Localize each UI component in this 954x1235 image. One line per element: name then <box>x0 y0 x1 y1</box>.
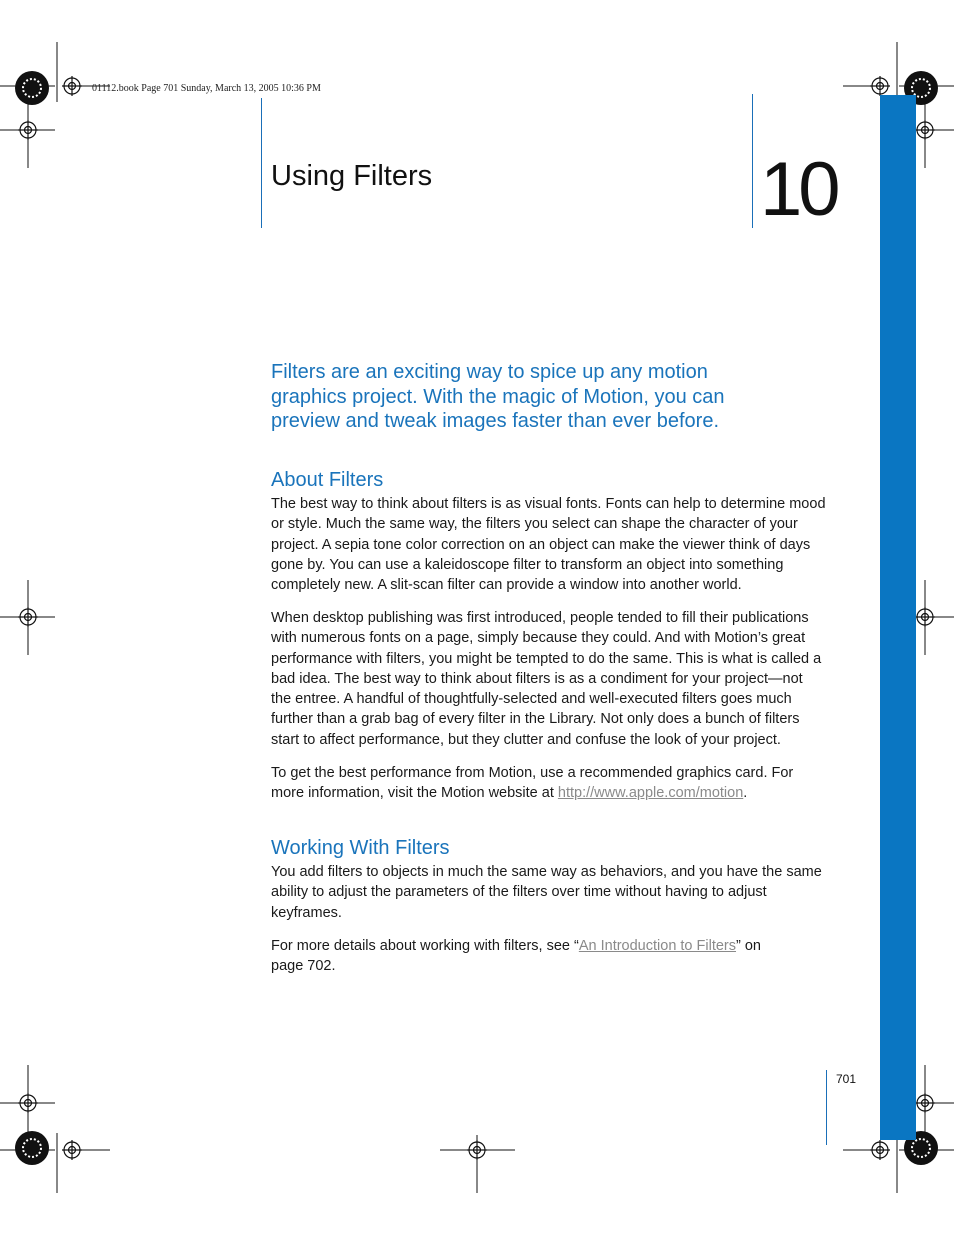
about-paragraph-1: The best way to think about filters is as visual fonts. Fonts can help to determine mood or style. Much the same way, the filters you select can shape the character of your project. A sepia tone color correction on an object can make the viewer think of days gone by. You can use a kaleidoscope filter to transform an object into something completely new. A slit-scan filter can provide a window into another world. <box>271 496 826 594</box>
chapter-number-rule <box>752 94 753 228</box>
page-number-rule <box>826 1070 827 1145</box>
about-paragraph-3-end: . <box>743 785 748 802</box>
working-paragraph-1: You add filters to objects in much the same way as behaviors, and you have the same ability to adjust the parameters of the filters over time without having to adjust keyframes. <box>271 864 822 921</box>
chapter-number: 10 <box>760 147 837 232</box>
about-paragraph-3 <box>271 763 826 804</box>
title-rule <box>261 98 262 228</box>
about-paragraph-3-text: To get the best performance from Motion, use a recommended graphics card. For more information, visit the Motion website at <box>271 765 794 802</box>
chapter-title: Using Filters <box>271 160 433 192</box>
chapter-tab <box>880 95 916 1140</box>
introduction-to-filters-link[interactable]: An Introduction to Filters <box>578 938 737 954</box>
motion-website-link[interactable]: http://www.apple.com/motion <box>557 785 744 802</box>
heading-about-filters: About Filters <box>271 469 384 491</box>
chapter-intro: Filters are an exciting way to spice up any motion graphics project. With the magic of Motion, you can preview and tweak images faster than ever before. <box>271 361 725 432</box>
working-paragraph-2 <box>271 936 771 977</box>
about-paragraph-2: When desktop publishing was first introduced, people tended to fill their publications with numerous fonts on a page, simply because they could. And with Motion’s great performance with filters, you might be tempted to do the same. This is what is called a bad idea. The best way to think about filters is as a condiment for your project—not the entree. A handful of thoughtfully-selected and well-executed filters goes much further than a grab bag of every filter in the Library. Not only does a bunch of filters start to affect performance, but they clutter and confuse the look of your project. <box>271 610 822 748</box>
heading-working-with-filters: Working With Filters <box>271 837 450 859</box>
working-paragraph-2-text: For more details about working with filters, see “ <box>271 938 579 954</box>
working-paragraph-2-end: ” on page 702. <box>271 938 762 975</box>
page-number: 701 <box>836 1072 857 1086</box>
print-slug: 01112.book Page 701 Sunday, March 13, 2005 10:36 PM <box>92 83 321 94</box>
